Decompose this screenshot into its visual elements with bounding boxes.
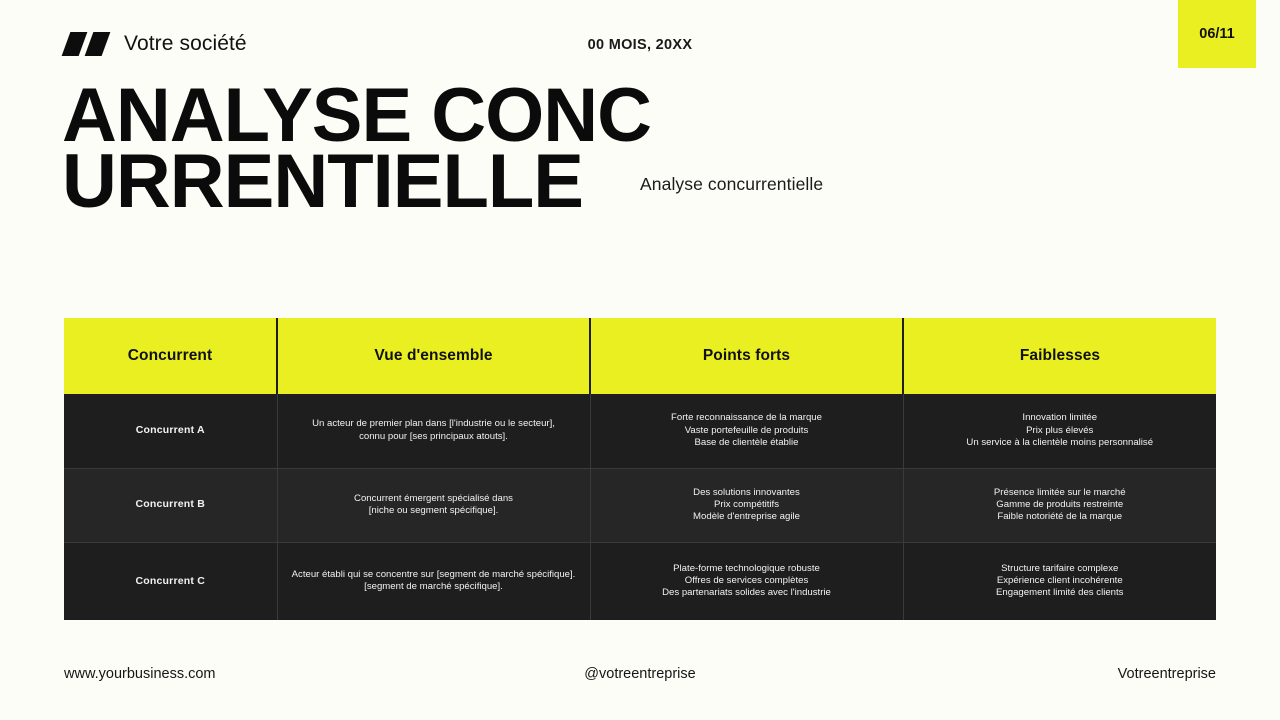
weakness-line: Expérience client incohérente [996, 575, 1123, 587]
column-header-overview: Vue d'ensemble [277, 318, 590, 394]
overview-line: Un acteur de premier plan dans [l'industrie ou le secteur], [312, 418, 555, 430]
column-header-competitor: Concurrent [64, 318, 277, 394]
overview-line: [segment de marché spécifique]. [364, 581, 503, 593]
overview-line: [niche ou segment spécifique]. [368, 505, 499, 516]
cell-overview [277, 468, 590, 542]
weakness-line: Prix plus élevés [1026, 424, 1094, 436]
weakness-line: Innovation limitée [1022, 412, 1098, 424]
slide-footer [0, 630, 1280, 720]
header-date: 00 MOIS, 20XX [587, 37, 693, 53]
cell-overview [277, 394, 590, 468]
strength-line: Base de clientèle établie [694, 436, 799, 448]
cell-strengths [590, 542, 903, 620]
weakness-line: Structure tarifaire complexe [1001, 562, 1119, 574]
cell-competitor-name: Concurrent A [64, 394, 277, 468]
strength-line: Des solutions innovantes [693, 486, 800, 498]
cell-strengths [590, 468, 903, 542]
table-row [64, 468, 1216, 542]
weakness-line: Gamme de produits restreinte [996, 498, 1124, 510]
strength-line: Des partenariats solides avec l'industrie [662, 587, 831, 599]
page-number-badge: 06/11 [1178, 0, 1256, 68]
column-header-strengths: Points forts [590, 318, 903, 394]
strength-line: Offres de services complètes [684, 575, 809, 587]
cell-competitor-name: Concurrent B [64, 468, 277, 542]
overview-line: connu pour [ses principaux atouts]. [359, 430, 508, 442]
footer-company-name: Votreentreprise [1117, 666, 1216, 682]
overview-line: Concurrent émergent spécialisé dans [354, 492, 513, 504]
strength-line: Prix compétitifs [713, 498, 780, 510]
weakness-line: Un service à la clientèle moins personnalisé [966, 436, 1154, 448]
cell-weaknesses [903, 468, 1216, 542]
cell-overview [277, 542, 590, 620]
weakness-line: Faible notoriété de la marque [997, 511, 1123, 523]
strength-line: Plate-forme technologique robuste [673, 562, 820, 574]
page-subtitle: Analyse concurrentielle [640, 174, 824, 194]
cell-weaknesses [903, 542, 1216, 620]
column-header-weaknesses: Faiblesses [903, 318, 1216, 394]
strength-line: Modèle d'entreprise agile [693, 511, 800, 523]
competitor-analysis-table [64, 318, 1216, 620]
strength-line: Vaste portefeuille de produits [684, 424, 809, 436]
weakness-line: Engagement limité des clients [996, 587, 1124, 599]
weakness-line: Présence limitée sur le marché [993, 486, 1126, 498]
brand-name: Votre société [124, 32, 247, 55]
footer-website[interactable]: www.yourbusiness.com [64, 666, 216, 682]
table-row [64, 542, 1216, 620]
page-title: ANALYSE CONCURRENTIELLE [62, 73, 652, 225]
strength-line: Forte reconnaissance de la marque [671, 412, 822, 424]
table-header-row [64, 318, 1216, 394]
footer-social-handle[interactable]: @votreentreprise [584, 666, 696, 682]
cell-weaknesses [903, 394, 1216, 468]
overview-line: Acteur établi qui se concentre sur [segment de marché spécifique]. [291, 568, 576, 580]
cell-competitor-name: Concurrent C [64, 542, 277, 620]
table-row [64, 394, 1216, 468]
cell-strengths [590, 394, 903, 468]
slide-header [0, 0, 1280, 76]
